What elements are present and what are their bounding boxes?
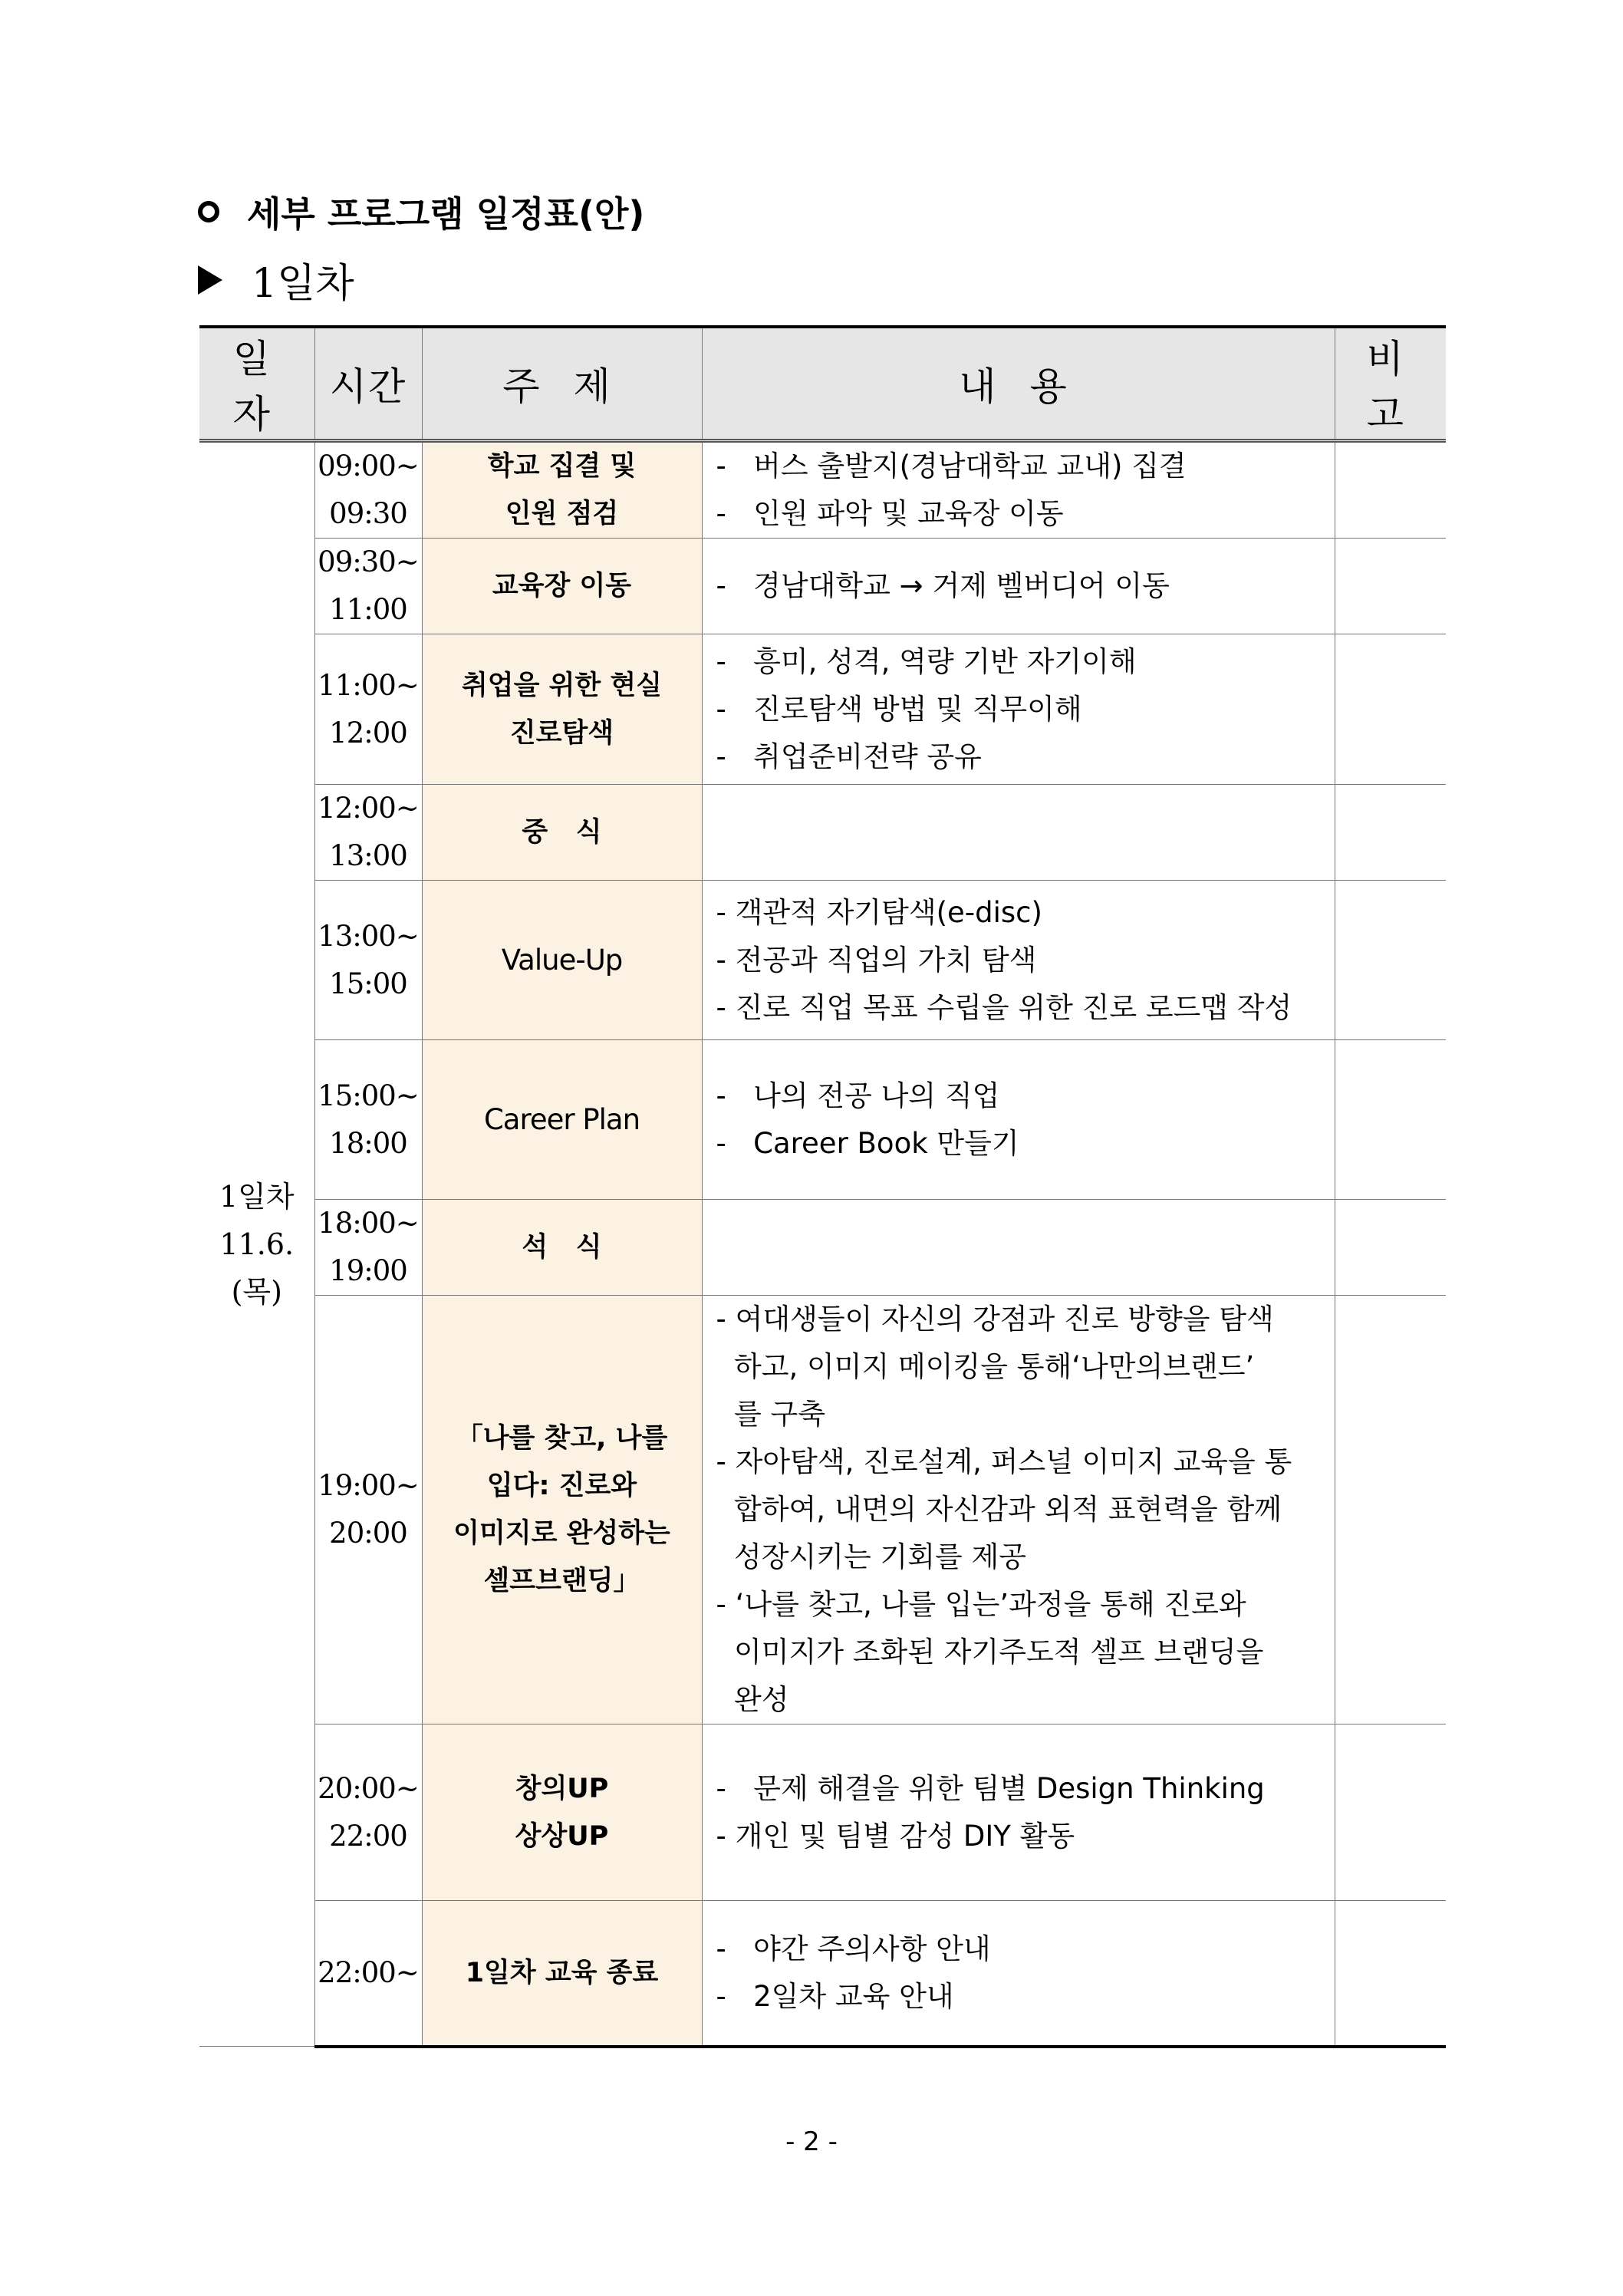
content-cell: [702, 881, 1335, 1040]
sub-heading-text: 1일차: [252, 261, 354, 307]
content-cell: [702, 1200, 1335, 1296]
time-cell: [314, 785, 422, 881]
note-cell: [1335, 785, 1446, 881]
header-topic: 주 제: [422, 327, 702, 441]
note-cell: [1335, 881, 1446, 1040]
table-row: [199, 1724, 1446, 1901]
topic-line: 1일차 교육 종료: [465, 1957, 659, 1988]
topic-line: 취업을 위한 현실: [461, 670, 663, 701]
topic-cell: [422, 1296, 702, 1724]
time-cell: [314, 1040, 422, 1200]
content-cell: [702, 441, 1335, 539]
content-cell: [702, 1901, 1335, 2047]
date-cell: [199, 441, 314, 2047]
content-line: - Career Book 만들기: [716, 1126, 1019, 1160]
time-line: 11:00~: [318, 668, 419, 702]
time-line: 19:00~: [318, 1469, 419, 1502]
schedule-table: [199, 325, 1446, 2048]
content-line: - 여대생들이 자신의 강점과 진로 방향을 탐색: [716, 1303, 1274, 1336]
time-line: 20:00~: [318, 1771, 419, 1805]
note-cell: [1335, 634, 1446, 785]
time-line: 12:00~: [318, 792, 419, 825]
table-row: [199, 881, 1446, 1040]
time-cell: [314, 1200, 422, 1296]
topic-cell: [422, 881, 702, 1040]
note-cell: [1335, 1040, 1446, 1200]
content-line: - 흥미, 성격, 역량 기반 자기이해: [716, 644, 1137, 678]
content-line: - 자아탐색, 진로설계, 퍼스널 이미지 교육을 통: [716, 1445, 1292, 1478]
topic-cell: [422, 441, 702, 539]
time-cell: [314, 539, 422, 634]
page-number: - 2 -: [785, 2126, 838, 2157]
content-line: - 2일차 교육 안내: [716, 1979, 954, 2013]
time-line: 20:00: [329, 1517, 407, 1550]
content-line: 이미지가 조화된 자기주도적 셀프 브랜딩을: [716, 1636, 1264, 1668]
topic-line: 중 식: [522, 817, 602, 848]
content-line: - 경남대학교 → 거제 벨버디어 이동: [716, 569, 1170, 602]
content-line: 합하여, 내면의 자신감과 외적 표현력을 함께: [716, 1493, 1282, 1526]
date-line: (목): [231, 1275, 282, 1309]
triangle-bullet-icon: [198, 265, 222, 295]
date-line: 1일차: [219, 1180, 295, 1214]
content-line: - 문제 해결을 위한 팀별 Design Thinking: [716, 1771, 1265, 1805]
time-line: 13:00~: [318, 919, 419, 953]
topic-cell: [422, 1200, 702, 1296]
table-row: [199, 634, 1446, 785]
content-line: 하고, 이미지 메이킹을 통해‘나만의브랜드’: [716, 1350, 1255, 1383]
time-line: 09:30: [329, 497, 407, 530]
time-line: 15:00~: [318, 1079, 419, 1112]
time-cell: [314, 1296, 422, 1724]
content-cell: [702, 785, 1335, 881]
time-cell: [314, 1901, 422, 2047]
content-cell: [702, 539, 1335, 634]
content-line: - 전공과 직업의 가치 탐색: [716, 943, 1037, 977]
time-line: 22:00: [329, 1819, 407, 1853]
time-cell: [314, 881, 422, 1040]
header-time: 시간: [314, 327, 422, 441]
content-cell: [702, 634, 1335, 785]
time-line: 12:00: [329, 716, 407, 749]
topic-cell: [422, 1901, 702, 2047]
content-line: - 버스 출발지(경남대학교 교내) 집결: [716, 450, 1187, 483]
content-line: - 취업준비전략 공유: [716, 740, 982, 773]
topic-cell: [422, 785, 702, 881]
time-cell: [314, 634, 422, 785]
topic-line: 인원 점검: [505, 499, 619, 529]
content-line: - 인원 파악 및 교육장 이동: [716, 497, 1064, 530]
topic-cell: [422, 634, 702, 785]
date-line: 11.6.: [219, 1227, 295, 1261]
header-date: 일 자: [199, 327, 314, 441]
content-line: - 나의 전공 나의 직업: [716, 1079, 1000, 1112]
header-content: 내 용: [702, 327, 1335, 441]
table-row: [199, 441, 1446, 539]
topic-line: 상상UP: [515, 1820, 609, 1852]
topic-cell: [422, 1724, 702, 1901]
time-line: 18:00~: [318, 1207, 419, 1240]
note-cell: [1335, 1296, 1446, 1724]
table-row: [199, 1040, 1446, 1200]
content-line: - ‘나를 찾고, 나를 입는’과정을 통해 진로와: [716, 1588, 1246, 1621]
content-line: - 진로 직업 목표 수립을 위한 진로 로드맵 작성: [716, 990, 1292, 1024]
time-line: 09:00~: [318, 450, 419, 483]
topic-cell: [422, 539, 702, 634]
table-row: [199, 785, 1446, 881]
content-line: 완성: [716, 1683, 789, 1716]
topic-line: 창의UP: [515, 1773, 609, 1804]
topic-cell: [422, 1040, 702, 1200]
topic-line: 교육장 이동: [492, 571, 632, 601]
topic-line: Value-Up: [501, 943, 623, 977]
table-row: [199, 539, 1446, 634]
topic-line: 셀프브랜딩」: [483, 1566, 640, 1596]
table-row: [199, 1200, 1446, 1296]
content-cell: [702, 1040, 1335, 1200]
topic-line: 「나를 찾고, 나를: [456, 1423, 668, 1454]
time-cell: [314, 1724, 422, 1901]
time-line: 15:00: [329, 967, 407, 1000]
circle-bullet-icon: [198, 201, 219, 222]
content-line: 성장시키는 기회를 제공: [716, 1540, 1026, 1573]
content-line: 를 구축: [716, 1398, 826, 1431]
content-line: - 개인 및 팀별 감성 DIY 활동: [716, 1819, 1075, 1853]
note-cell: [1335, 1724, 1446, 1901]
topic-line: 입다: 진로와: [486, 1471, 637, 1501]
note-cell: [1335, 441, 1446, 539]
time-line: 13:00: [329, 839, 407, 872]
topic-line: 석 식: [522, 1232, 602, 1263]
content-cell: [702, 1296, 1335, 1724]
time-cell: [314, 441, 422, 539]
content-line: - 야간 주의사항 안내: [716, 1932, 991, 1965]
topic-line: 진로탐색: [509, 717, 614, 749]
sub-heading: [198, 251, 354, 308]
time-line: 22:00~: [318, 1955, 419, 1989]
time-line: 11:00: [329, 593, 407, 626]
table-header-row: [199, 327, 1446, 441]
note-cell: [1335, 539, 1446, 634]
table-row: [199, 1901, 1446, 2047]
time-line: 09:30~: [318, 545, 419, 578]
header-note: 비 고: [1335, 327, 1446, 441]
content-line: - 진로탐색 방법 및 직무이해: [716, 692, 1082, 726]
section-heading: [198, 186, 644, 237]
note-cell: [1335, 1901, 1446, 2047]
content-cell: [702, 1724, 1335, 1901]
section-heading-text: 세부 프로그램 일정표(안): [247, 193, 645, 235]
topic-line: Career Plan: [483, 1102, 640, 1136]
content-line: - 객관적 자기탐색(e-disc): [716, 895, 1042, 929]
topic-line: 학교 집결 및: [487, 451, 637, 482]
topic-line: 이미지로 완성하는: [453, 1518, 670, 1549]
time-line: 19:00: [329, 1254, 407, 1287]
note-cell: [1335, 1200, 1446, 1296]
table-row: [199, 1296, 1446, 1724]
time-line: 18:00: [329, 1126, 407, 1160]
